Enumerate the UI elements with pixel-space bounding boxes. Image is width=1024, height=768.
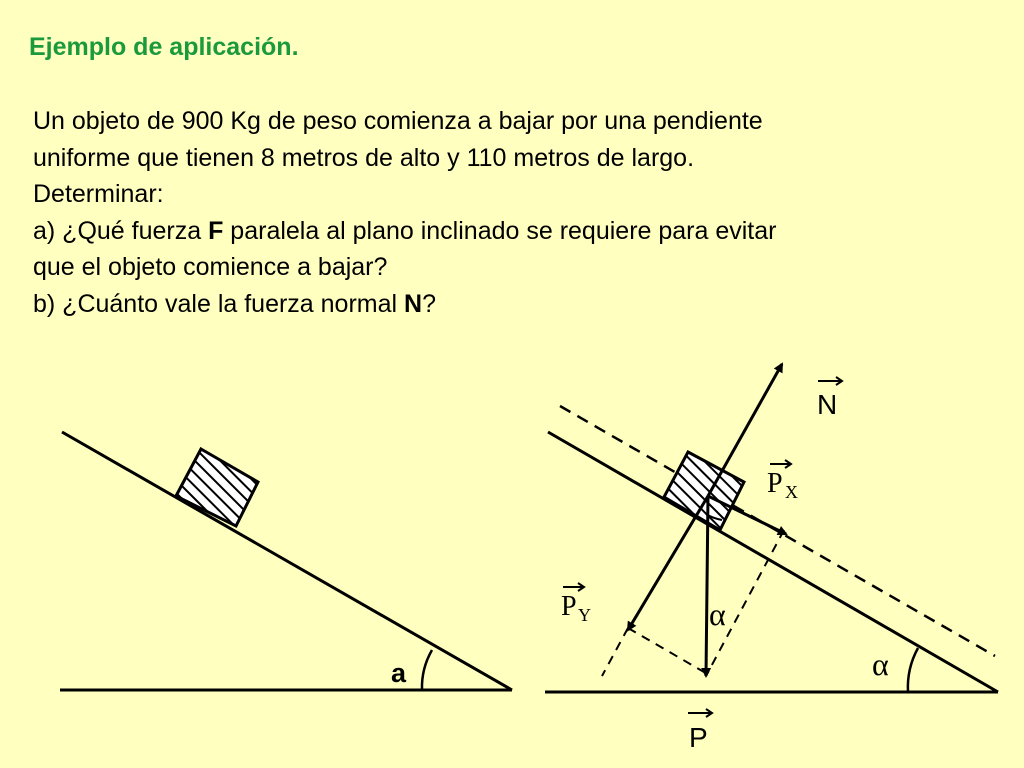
problem-line-2: uniforme que tienen 8 metros de alto y 110 metros de largo. [33, 143, 695, 172]
problem-line-1: Un objeto de 900 Kg de peso comienza a bajar por una pendiente [33, 107, 763, 135]
py-subscript: Y [578, 605, 591, 625]
px-subscript: X [785, 482, 798, 502]
inner-alpha-label: α [709, 596, 726, 632]
problem-line-3: Determinar: [33, 180, 164, 208]
left-incline-figure [60, 432, 512, 690]
base-angle-arc [908, 648, 918, 692]
normal-label [817, 377, 842, 420]
py-label [561, 583, 591, 625]
force-f-symbol: F [208, 216, 224, 245]
question-a-end: paralela al plano inclinado se requiere para evitar [223, 216, 777, 245]
question-b-end: ? [422, 289, 436, 318]
slide-title: Ejemplo de aplicación. [29, 33, 299, 61]
question-a-start: a) ¿Qué fuerza [33, 216, 209, 245]
px-label-text: P [767, 468, 783, 499]
left-block [176, 449, 258, 526]
projection-dashed-3 [602, 628, 628, 676]
left-angle-label: a [391, 658, 407, 688]
normal-n-symbol: N [404, 289, 423, 318]
right-block [664, 452, 744, 530]
question-a-continued: que el objeto comience a bajar? [33, 253, 388, 281]
normal-label-text: N [817, 389, 838, 420]
weight-label [688, 709, 712, 753]
px-label [767, 460, 798, 502]
py-label-text: P [561, 591, 577, 622]
left-angle-arc [422, 650, 432, 690]
projection-dashed-1 [628, 628, 704, 672]
py-force-arrow [628, 496, 708, 630]
base-alpha-label: α [872, 646, 889, 682]
question-b-start: b) ¿Cuánto vale la fuerza normal [33, 289, 405, 318]
weight-label-text: P [689, 722, 708, 753]
right-force-diagram [545, 364, 998, 753]
left-incline-line [62, 432, 512, 690]
weight-force-arrow [706, 496, 708, 676]
